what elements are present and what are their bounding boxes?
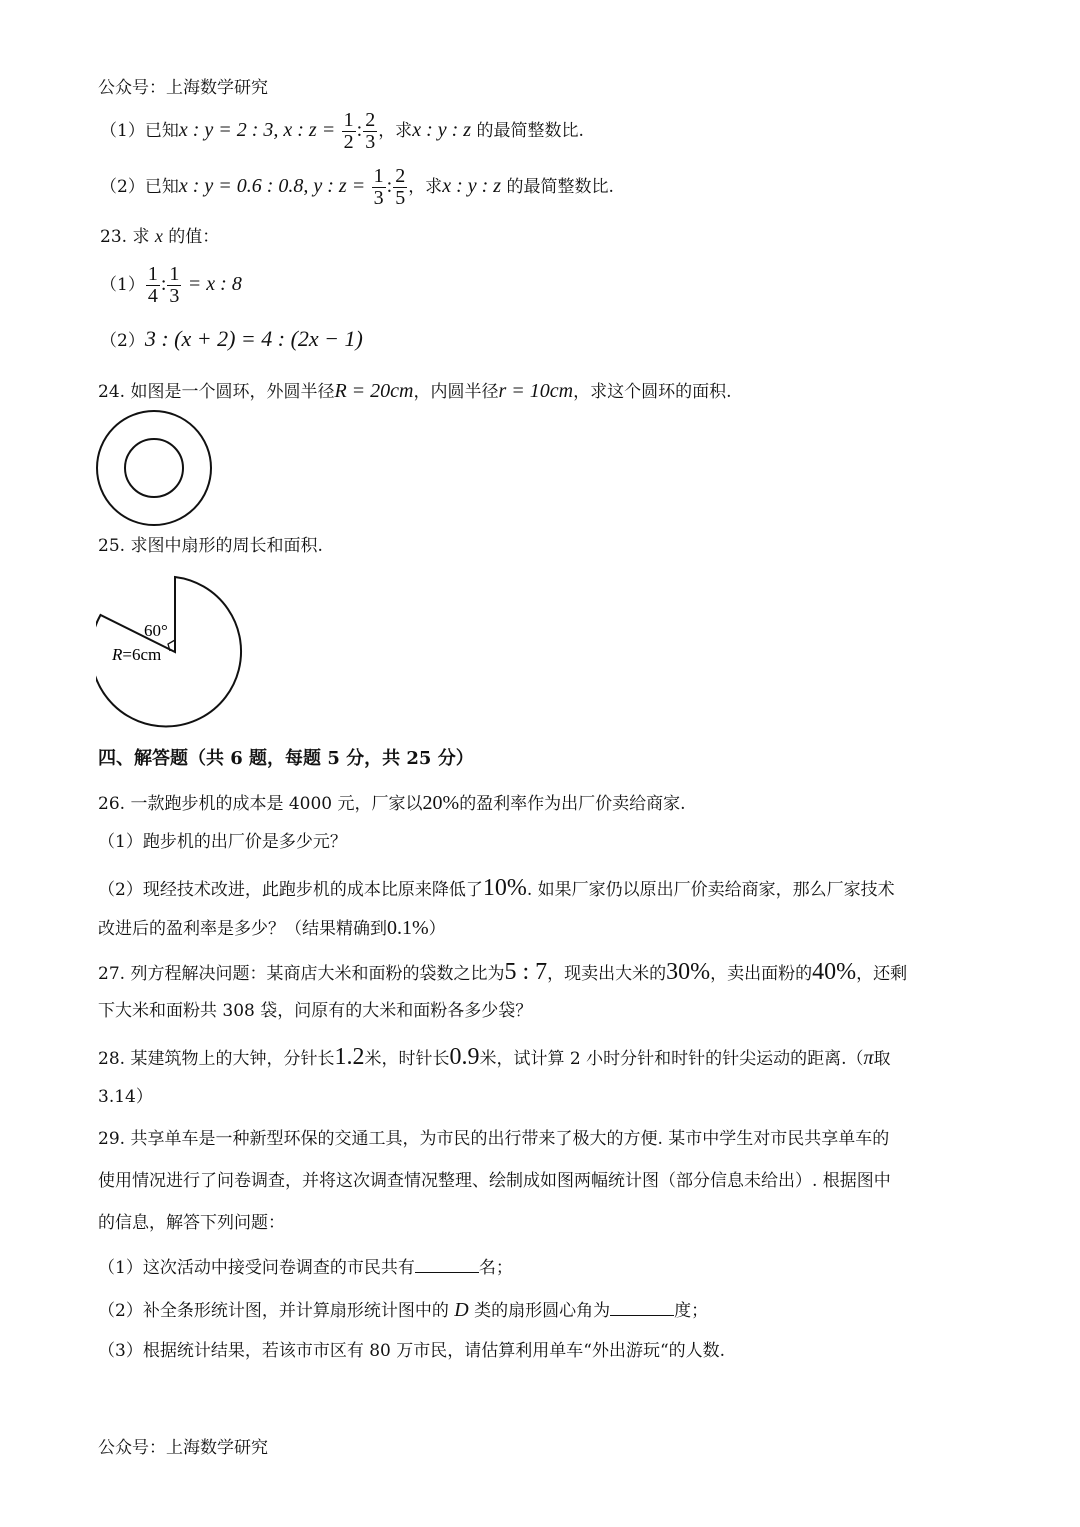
q23-p1-fraction-2: $\frac{1}{3}$ <box>169 263 180 307</box>
answer-blank <box>415 1258 479 1273</box>
header-source: 公众号：上海数学研究 <box>98 78 268 98</box>
q23-p2-equation: 3 : (x + 2) = 4 : (2x − 1) <box>144 326 363 351</box>
angle-label: 60° <box>144 621 168 640</box>
q29-line-1: 29. 共享单车是一种新型环保的交通工具，为市民的出行带来了极大的方便. 某市中学生对市民共享单车的 <box>98 1129 890 1149</box>
q29-part-2: （2）补全条形统计图，并计算扇形统计图中的 D 类的扇形圆心角为 度； <box>98 1299 709 1321</box>
radius-label: R=6cm <box>112 645 162 664</box>
q26-part-2-line-2: 改进后的盈利率是多少？（结果精确到0.1%） <box>98 917 446 939</box>
q22-p2-equation: x : y = 0.6 : 0.8, y : z = <box>178 175 366 197</box>
annulus-figure <box>96 410 216 528</box>
q26-part-2: （2）现经技术改进，此跑步机的成本比原来降低了10%. 如果厂家仍以原出厂价卖给商家，那么厂家技术 <box>98 875 895 901</box>
q22-part-1: （1）已知x : y = 2 : 3, x : z = $\frac{1}{2}$ : $\frac{2}{3}$ ，求x : y : z 的最简整数比. <box>100 109 584 153</box>
q28-line-1: 28. 某建筑物上的大钟，分针长1.2米，时针长0.9米，试计算 2 小时分针和时针的针尖运动的距离.（π取 <box>98 1044 891 1070</box>
q28-line-2: 3.14） <box>98 1087 153 1107</box>
q22-p1-fraction-1: $\frac{1}{2}$ <box>343 109 354 153</box>
q24-text: 24. 如图是一个圆环，外圆半径R = 20cm，内圆半径r = 10cm，求这个圆环的面积. <box>98 380 732 402</box>
q22-p2-xyz: x : y : z <box>442 175 502 197</box>
q22-p1-post: 的最简整数比. <box>476 121 584 141</box>
section-4-title: 四、解答题（共 6 题，每题 5 分，共 25 分） <box>98 748 474 769</box>
q27-line-2: 下大米和面粉共 308 袋，问原有的大米和面粉各多少袋？ <box>98 1001 533 1021</box>
q22-p1-xyz: x : y : z <box>412 119 472 141</box>
q23-p1-fraction-1: $\frac{1}{4}$ <box>147 263 158 307</box>
q22-p1-pre: 已知 <box>144 121 179 141</box>
q26-line-1: 26. 一款跑步机的成本是 4000 元，厂家以20%的盈利率作为出厂价卖给商家. <box>98 792 686 814</box>
q23-title: 23. 求 x 的值： <box>100 226 220 247</box>
inner-circle <box>125 439 183 497</box>
q29-part-3: （3）根据统计结果，若该市市区有 80 万市民，请估算利用单车“外出游玩“的人数. <box>98 1341 726 1361</box>
q22-p1-equation: x : y = 2 : 3, x : z = <box>178 119 336 141</box>
q22-p1-fraction-2: $\frac{2}{3}$ <box>365 109 376 153</box>
footer-source: 公众号：上海数学研究 <box>98 1438 268 1458</box>
q25-text: 25. 求图中扇形的周长和面积. <box>98 536 323 556</box>
q22-part-2: （2）已知x : y = 0.6 : 0.8, y : z = $\frac{1}{3}$ : $\frac{2}{5}$ ，求x : y : z 的最简整数比. <box>100 165 614 209</box>
q29-part-1: （1）这次活动中接受问卷调查的市民共有 名； <box>98 1258 513 1278</box>
q22-p2-fraction-2: $\frac{2}{5}$ <box>395 165 406 209</box>
q29-line-3: 的信息，解答下列问题： <box>98 1213 285 1233</box>
q23-p1-rest: = x : 8 <box>187 273 242 295</box>
sector-figure <box>96 572 256 732</box>
q23-part-2: （2）3 : (x + 2) = 4 : (2x − 1) <box>100 326 363 351</box>
outer-circle <box>97 411 211 525</box>
q26-part-1: （1）跑步机的出厂价是多少元？ <box>98 832 347 852</box>
q29-line-2: 使用情况进行了问卷调查，并将这次调查情况整理、绘制成如图两幅统计图（部分信息未给出）. 根据图中 <box>98 1171 891 1191</box>
q23-part-1: （1） $\frac{1}{4}$ : $\frac{1}{3}$ = x : 8 <box>100 263 242 307</box>
q27-line-1: 27. 列方程解决问题：某商店大米和面粉的袋数之比为5 : 7，现卖出大米的30%，卖出面粉的40%，还剩 <box>98 959 908 985</box>
q22-p1-tag: （1） <box>100 121 145 141</box>
q22-p2-fraction-1: $\frac{1}{3}$ <box>373 165 384 209</box>
answer-blank <box>610 1301 674 1316</box>
